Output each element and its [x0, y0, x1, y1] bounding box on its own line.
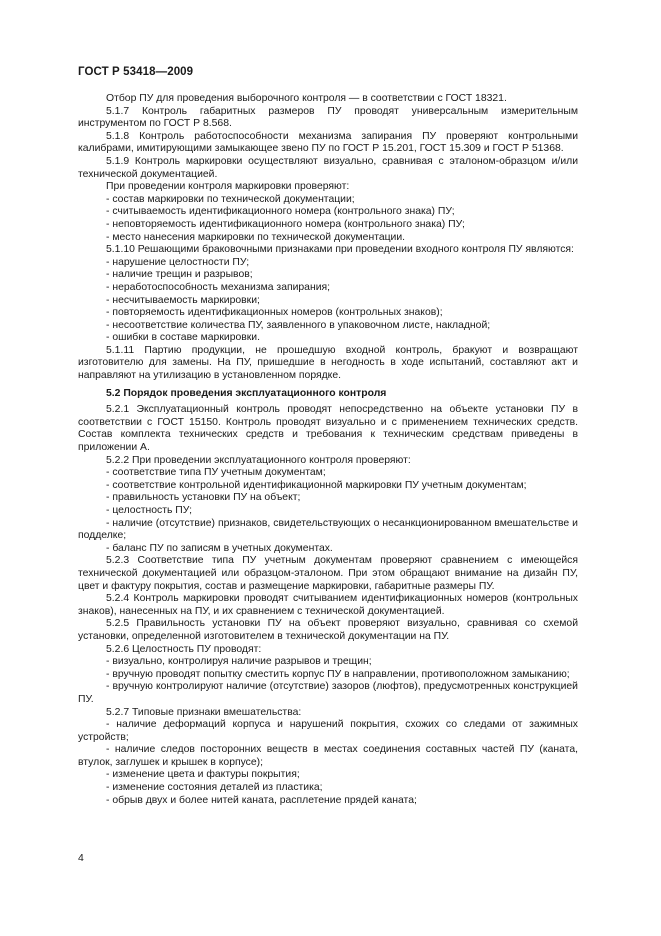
- list-item: - соответствие типа ПУ учетным документам;: [106, 467, 326, 479]
- list-item: - наличие следов посторонних веществ в местах соединения составных частей ПУ (каната, втулок, заглушек и крышек в корпусе);: [78, 744, 578, 768]
- list-item: - наличие трещин и разрывов;: [106, 269, 253, 281]
- list-item: - наличие (отсутствие) признаков, свидетельствующих о несанкционированном вмешательстве и подделке;: [78, 517, 578, 542]
- paragraph: 5.1.8 Контроль работоспособности механизма запирания ПУ проверяют контрольными калибрами, имитирующими замыкающее звено ПУ по ГОСТ Р 15.201, ГОСТ 15.309 и ГОСТ Р 51368.: [78, 130, 578, 155]
- paragraph: Отбор ПУ для проведения выборочного контроля — в соответствии с ГОСТ 18321.: [106, 93, 507, 104]
- list-item: - вручную контролируют наличие (отсутствие) зазоров (люфтов), предусмотренных конструкцией ПУ.: [78, 681, 578, 705]
- page-number: 4: [78, 853, 84, 864]
- list-item: - нарушение целостности ПУ;: [106, 256, 250, 268]
- paragraph: 5.2.3 Соответствие типа ПУ учетным документам проверяют сравнением с имеющейся технической документацией или образцом-эталоном. При этом обращают внимание на дизайн ПУ, цвет и фактуру покрытия, состав и размещение маркировки, габаритные размеры ПУ.: [78, 555, 578, 592]
- list-item: - наличие деформаций корпуса и нарушений покрытия, схожих со следами от зажимных устройств;: [78, 719, 578, 743]
- paragraph: 5.2.7 Типовые признаки вмешательства:: [106, 706, 302, 718]
- paragraph: 5.2.6 Целостность ПУ проводят:: [106, 643, 262, 655]
- paragraph: 5.2.4 Контроль маркировки проводят считыванием идентификационных номеров (контрольных знаков), нанесенных на ПУ, и их сравнением с технической документацией.: [78, 593, 578, 617]
- list-item: - целостность ПУ;: [106, 505, 193, 516]
- list-item: - повторяемость идентификационных номеров (контрольных знаков);: [106, 307, 443, 319]
- list-item: - соответствие контрольной идентификационной маркировки ПУ учетным документам;: [106, 479, 527, 491]
- list-item: - состав маркировки по технической документации;: [106, 193, 355, 205]
- list-item: - несоответствие количества ПУ, заявленного в упаковочном листе, накладной;: [106, 319, 491, 331]
- paragraph: 5.1.10 Решающими браковочными признаками при проведении входного контроля ПУ являются:: [106, 244, 574, 256]
- list-item: - неповторяемость идентификационного номера (контрольного знака) ПУ;: [106, 218, 465, 230]
- list-item: - вручную проводят попытку сместить корпус ПУ в направлении, противоположном замыканию;: [106, 668, 570, 680]
- list-item: - изменение состояния деталей из пластика;: [106, 782, 323, 794]
- list-item: - баланс ПУ по записям в учетных документах.: [106, 542, 333, 554]
- list-item: - визуально, контролируя наличие разрывов и трещин;: [106, 656, 372, 668]
- list-item: - несчитываемость маркировки;: [106, 294, 260, 306]
- list-item: - ошибки в составе маркировки.: [106, 332, 261, 344]
- list-item: - место нанесения маркировки по технической документации.: [106, 231, 406, 243]
- document-body: [78, 93, 578, 807]
- paragraph: 5.2.2 При проведении эксплуатационного контроля проверяют:: [106, 454, 411, 466]
- list-item: - изменение цвета и фактуры покрытия;: [106, 769, 300, 781]
- paragraph: 5.1.9 Контроль маркировки осуществляют визуально, сравнивая с эталоном-образцом и/или технической документацией.: [78, 155, 578, 180]
- list-item: - неработоспособность механизма запирания;: [106, 281, 331, 293]
- list-item: - считываемость идентификационного номера (контрольного знака) ПУ;: [106, 206, 455, 218]
- paragraph: 5.1.11 Партию продукции, не прошедшую входной контроль, бракуют и возвращают изготовителю для замены. На ПУ, пришедшие в негодность в ходе испытаний, составляют акт и направляют на утилизацию в установленном порядке.: [78, 344, 578, 382]
- paragraph: При проведении контроля маркировки проверяют:: [106, 181, 350, 193]
- list-item: - правильность установки ПУ на объект;: [106, 492, 301, 504]
- section-heading: 5.2 Порядок проведения эксплуатационного контроля: [106, 387, 387, 399]
- list-item: - обрыв двух и более нитей каната, расплетение прядей каната;: [106, 794, 417, 806]
- paragraph: 5.2.5 Правильность установки ПУ на объект проверяют визуально, сравнивая со схемой установки, определенной изготовителем в технической документации на ПУ.: [78, 618, 578, 642]
- paragraph: 5.1.7 Контроль габаритных размеров ПУ проводят универсальным измерительным инструментом по ГОСТ Р 8.568.: [78, 105, 578, 130]
- document-header: ГОСТ Р 53418—2009: [78, 66, 194, 78]
- paragraph: 5.2.1 Эксплуатационный контроль проводят непосредственно на объекте установки ПУ в соответствии с ГОСТ 15150. Контроль проводят визуально и с применением технических средств. Состав комплекта технических средств и требования к техническим средствам приведены в приложении А.: [78, 404, 578, 454]
